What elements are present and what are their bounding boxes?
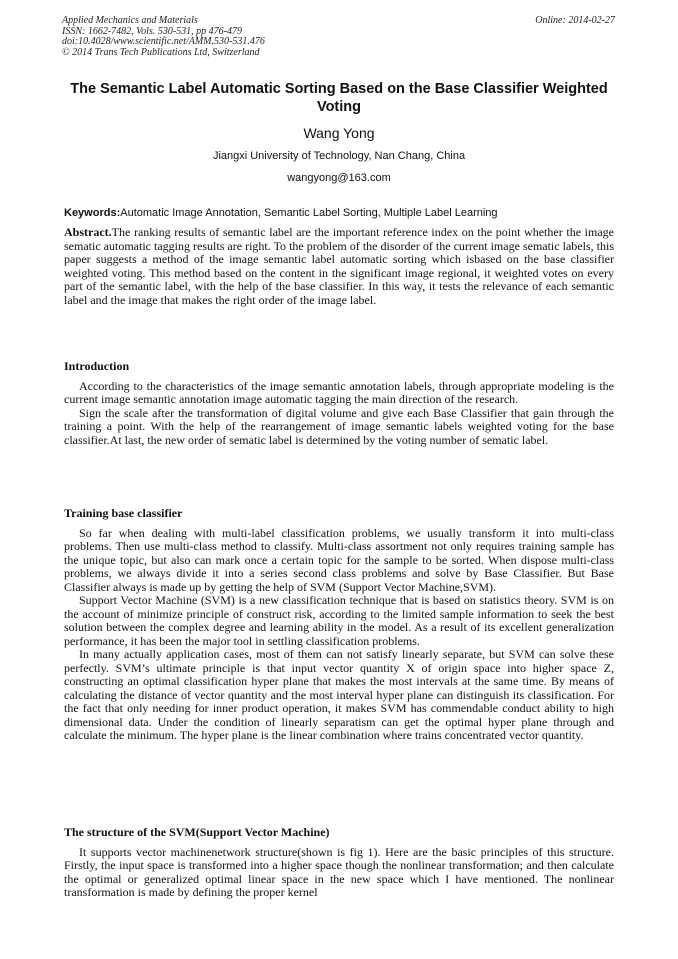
section-heading: Introduction (64, 359, 130, 373)
author-email: wangyong@163.com (287, 172, 391, 184)
doi-line: doi:10.4028/www.scientific.net/AMM.530-531.476 (62, 36, 265, 48)
keywords-text: Automatic Image Annotation, Semantic Label Sorting, Multiple Label Learning (120, 207, 498, 219)
paper-title: The Semantic Label Automatic Sorting Based on the Base Classifier Weighted Voting (70, 81, 608, 115)
paragraph: So far when dealing with multi-label classification problems, we usually transform it into multi-class problems. Then use multi-class method to classify. Multi-class assortment not only requires training sample has the unique topic, but also can mark once a certain topic for the sample to be sorted. When dispose multi-class problems, we always divide it into a series second class problems and solve by Base Classifier. But Base Classifier always is made up by getting the help of SVM (Support Vector Machine,SVM). (64, 525, 614, 594)
paragraph: In many actually application cases, most of them can not satisfy linearly separate, but SVM can solve these perfectly. SVM’s ultimate principle is that input vector quantity X of origin space into higher space Z, constructing an optimal classification hyper plane that makes the most intervals at the same time. By means of calculating the distance of vector quantity and the most interval hyper plane can distinguish its classification. For the fact that only needing for inner product operation, it makes SVM has commendable conduct ability to high dimensional data. Under the condition of linearly separatism can get the optimal hyper plane through and calculate the minimum. The hyper plane is the linear combination where trains concentrated vector quantity. (64, 647, 614, 742)
section-heading: The structure of the SVM(Support Vector Machine) (64, 825, 330, 839)
keywords-label: Keywords: (64, 207, 121, 219)
abstract-text: The ranking results of semantic label are the important reference index on the point whether the image sematic automatic tagging results are right. To the problem of the disorder of the current image sematic labels, this paper suggests a method of the image semantic label automatic sorting which isbased on the base classifier weighted voting. This method based on the content in the significant image regional, it weighted votes on every part of the semantic label, with the help of the base classifier. In this way, it tests the relevance of each semantic label and the image that makes the right order of the image label. (64, 225, 614, 307)
section-svm-structure (64, 826, 614, 900)
section-training-base-classifier (64, 507, 614, 743)
section-introduction (64, 360, 614, 447)
section-heading: Training base classifier (64, 506, 183, 520)
abstract-label: Abstract. (64, 225, 112, 239)
affiliation: Jiangxi University of Technology, Nan Chang, China (212, 150, 466, 162)
keywords (64, 206, 614, 220)
paragraph: Sign the scale after the transformation of digital volume and give each Base Classifier that gain through the training a point. With the help of the rearrangement of image semantic labels weighted voting for the base classifier.At last, the new order of sematic label is determined by the voting number of sematic label. (64, 405, 614, 447)
paragraph: Support Vector Machine (SVM) is a new classification technique that is based on statistics theory. SVM is on the account of minimize principle of construct risk, according to the limited sample information to seek the best solution between the complex degree and learning ability in the model. As a result of its excellent generalization performance, it has been the major tool in settling classification problems. (64, 593, 614, 648)
journal-info (62, 16, 265, 58)
journal-name: Applied Mechanics and Materials (62, 15, 198, 26)
author-name: Wang Yong (303, 125, 375, 141)
issn-line: ISSN: 1662-7482, Vols. 530-531, pp 476-479 (62, 25, 242, 37)
paragraph: According to the characteristics of the image semantic annotation labels, through appropriate modeling is the current image semantic annotation image automatic tagging the main direction of the research. (64, 378, 614, 406)
copyright-line: © 2014 Trans Tech Publications Ltd, Switzerland (62, 46, 260, 58)
abstract (64, 226, 614, 307)
paragraph: It supports vector machinenetwork structure(shown is fig 1). Here are the basic principles of this structure. Firstly, the input space is transformed into a higher space though the nonlinear transformation; and then calculate the optimal or generalized optimal linear space in the new space which I have mentioned. The nonlinear transformation is made by defining the proper kernel (64, 844, 614, 899)
online-date: Online: 2014-02-27 (535, 15, 615, 26)
